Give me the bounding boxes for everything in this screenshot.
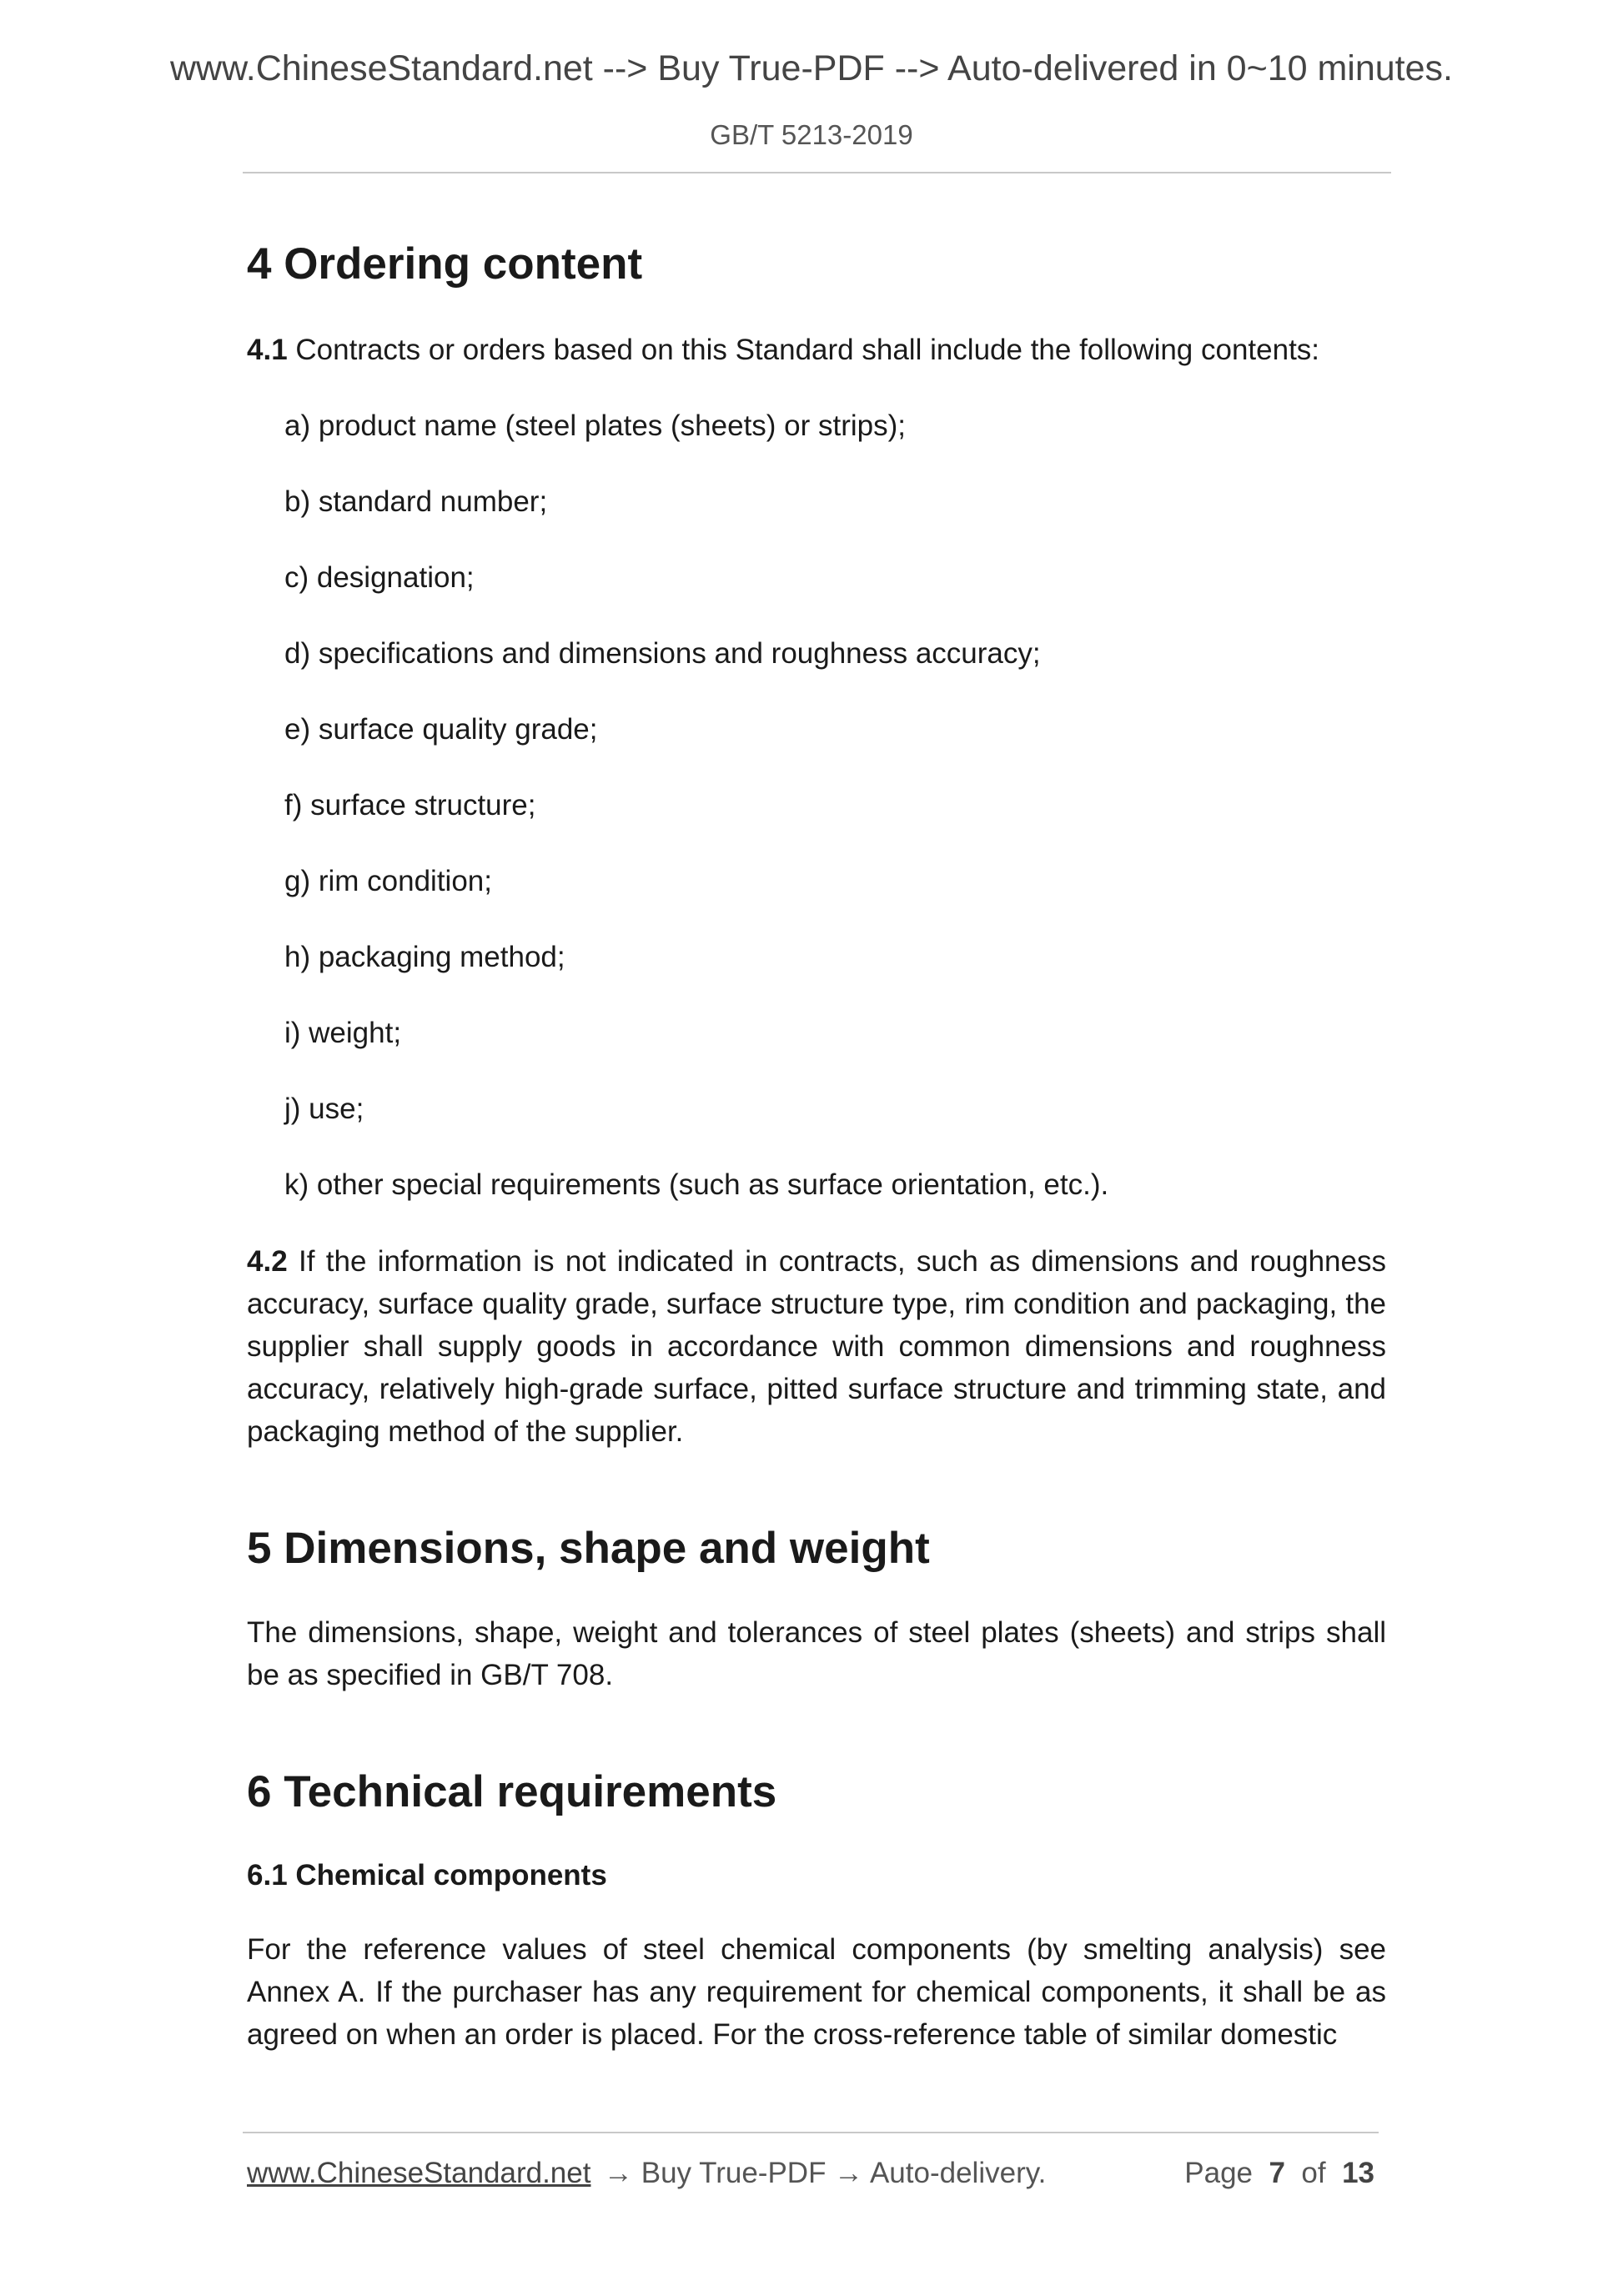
page-footer <box>247 2152 1386 2195</box>
list-item: g) rim condition; <box>284 865 492 897</box>
subsection-6-1-paragraph: For the reference values of steel chemical components (by smelting analysis) see Annex A. If the purchaser has any requirement for chemical components, it shall be as agreed on when an order is placed. For the cross-reference table of similar domestic <box>247 1933 1386 2051</box>
list-item: e) surface quality grade; <box>284 713 598 746</box>
clause-4-1 <box>247 329 1386 371</box>
list-item: j) use; <box>284 1093 364 1125</box>
page-label: Page <box>1184 2157 1254 2189</box>
page-total: 13 <box>1342 2157 1374 2189</box>
page-indicator <box>1184 2152 1374 2195</box>
section-5-paragraph: The dimensions, shape, weight and tolerances of steel plates (sheets) and strips shall be as specified in GB/T 708. <box>247 1616 1386 1691</box>
list-item: a) product name (steel plates (sheets) or strips); <box>284 409 907 442</box>
order-contents-list <box>247 405 1386 1206</box>
subsection-6-1-title: 6.1 Chemical components <box>247 1859 607 1892</box>
document-code: GB/T 5213-2019 <box>710 119 913 150</box>
section-5-title: 5 Dimensions, shape and weight <box>247 1524 930 1573</box>
list-item: h) packaging method; <box>284 941 565 973</box>
page-content <box>247 235 1386 2056</box>
clause-4-2 <box>247 1240 1386 1453</box>
footer-divider <box>243 2132 1379 2133</box>
site-banner: www.ChineseStandard.net --> Buy True-PDF --> Auto-delivered in 0~10 minutes. <box>169 48 1453 88</box>
list-item: c) designation; <box>284 561 475 594</box>
list-item: f) surface structure; <box>284 789 536 821</box>
header-divider <box>243 172 1391 173</box>
list-item: i) weight; <box>284 1017 402 1049</box>
clause-number: 4.2 <box>247 1245 288 1278</box>
of-label: of <box>1301 2157 1326 2189</box>
clause-number: 4.1 <box>247 334 288 366</box>
clause-text: If the information is not indicated in contracts, such as dimensions and roughness accuracy, surface quality grade, surface structure type, rim condition and packaging, the supplier shall supply goods in accordance with common dimensions and roughness accuracy, relatively high-grade surface, pitted surface structure and trimming state, and packaging method of the supplier. <box>247 1245 1386 1448</box>
section-4-title: 4 Ordering content <box>247 239 643 289</box>
footer-tagline: → Buy True-PDF → Auto-delivery. <box>604 2157 1047 2189</box>
section-6-title: 6 Technical requirements <box>247 1767 777 1816</box>
page-number: 7 <box>1269 2157 1285 2189</box>
list-item: k) other special requirements (such as surface orientation, etc.). <box>284 1168 1109 1201</box>
footer-site-link[interactable]: www.ChineseStandard.net <box>247 2157 591 2189</box>
list-item: b) standard number; <box>284 485 548 518</box>
list-item: d) specifications and dimensions and roughness accuracy; <box>284 637 1041 670</box>
clause-text: Contracts or orders based on this Standard shall include the following contents: <box>287 334 1320 366</box>
